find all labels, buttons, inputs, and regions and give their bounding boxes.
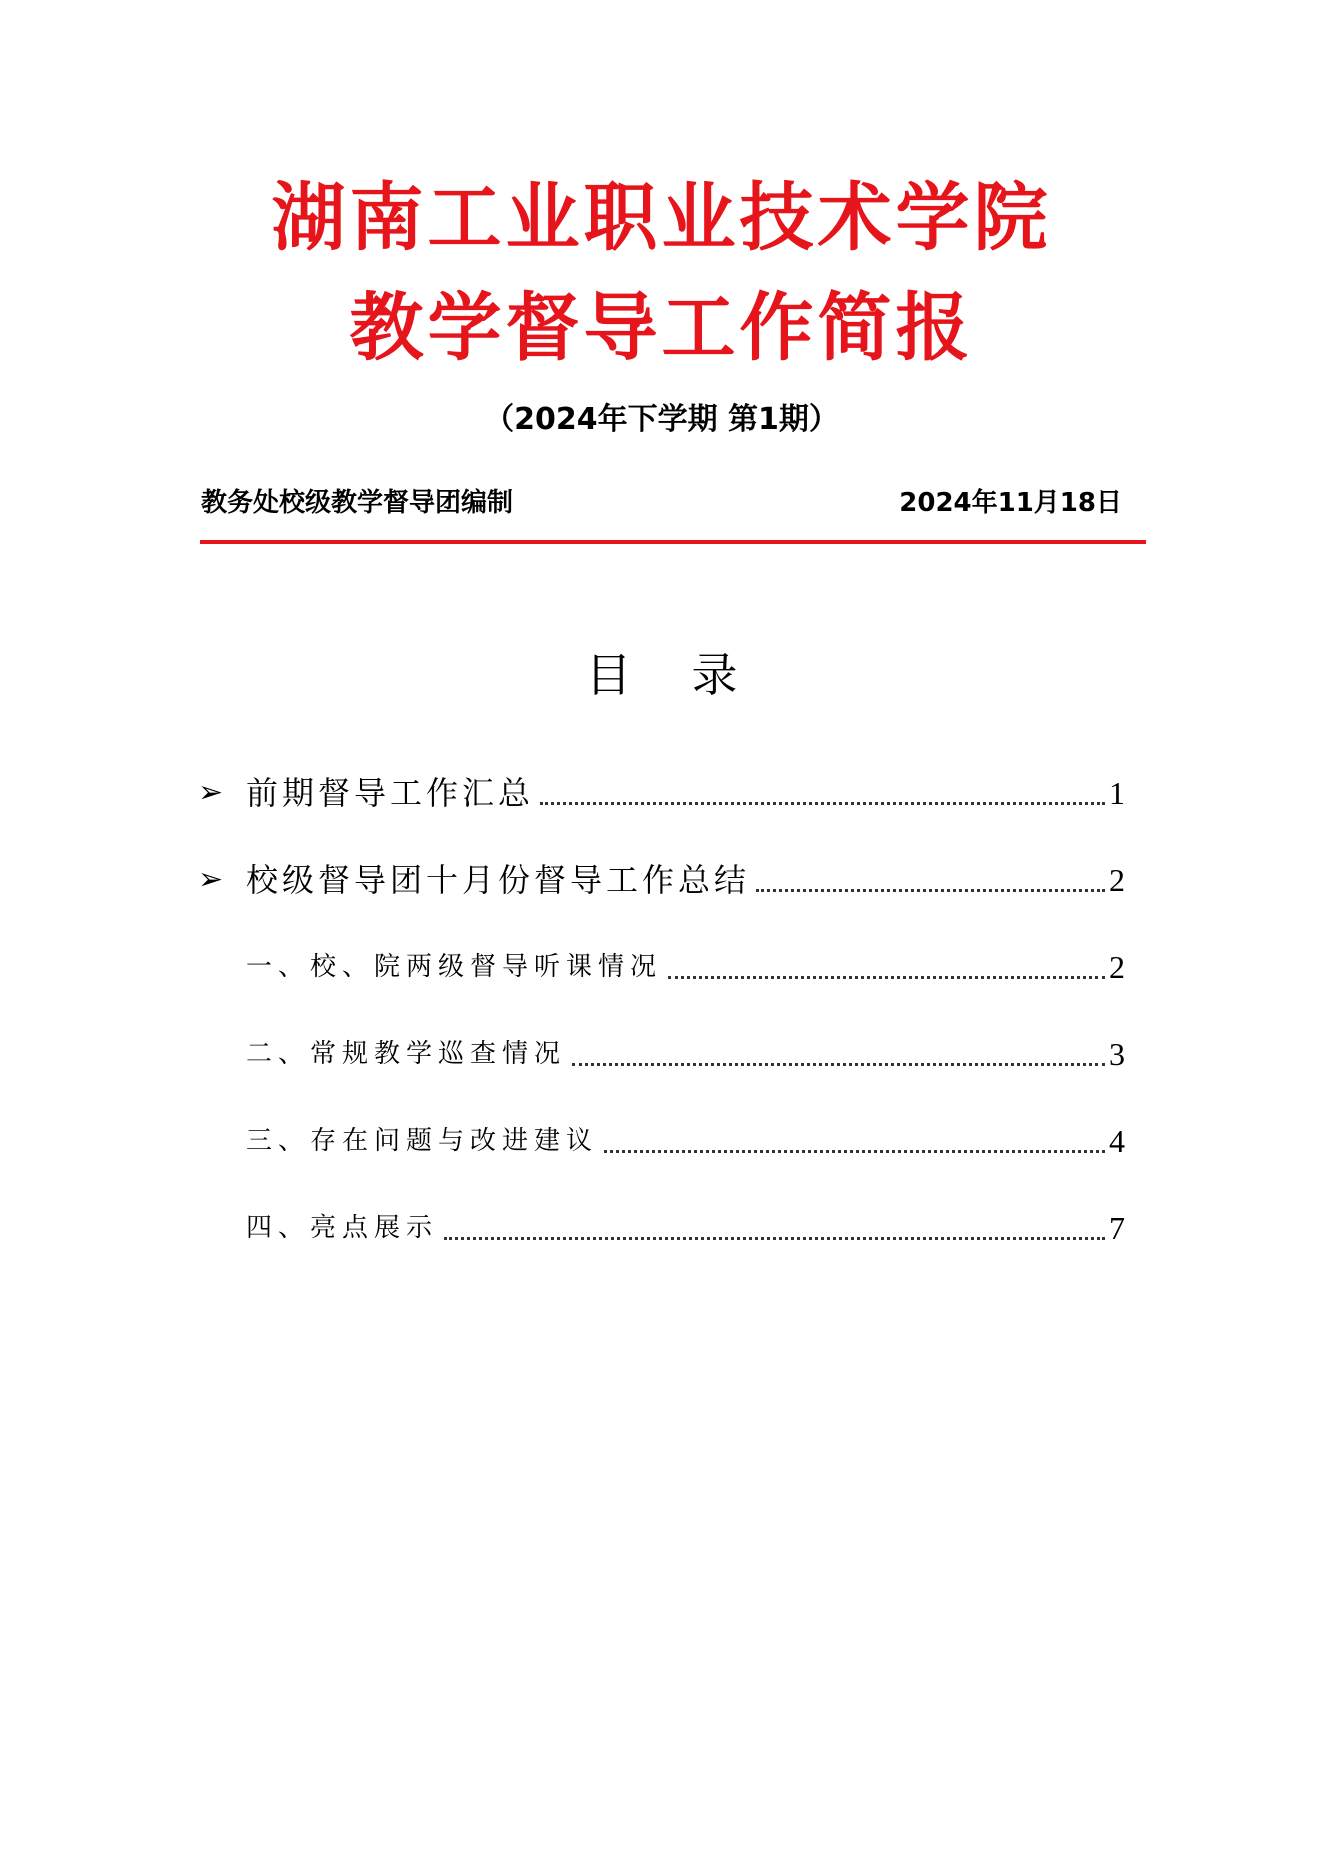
toc-entry-label: 二、常规教学巡查情况 [246, 1039, 567, 1069]
dot-leader [604, 1150, 1105, 1153]
red-divider [200, 540, 1146, 544]
toc-entry-page: 2 [1109, 949, 1125, 985]
school-name-title: 湖南工业职业技术学院 [271, 175, 1052, 261]
toc-subentry[interactable] [246, 945, 1125, 989]
dot-leader [668, 976, 1105, 979]
toc-subentry[interactable] [246, 1032, 1125, 1076]
toc-entry-label: 三、存在问题与改进建议 [246, 1126, 599, 1156]
arrow-bullet-icon: ➢ [198, 862, 224, 897]
toc-entry-label: 前期督导工作汇总 [246, 774, 535, 812]
bulletin-title: 教学督导工作简报 [349, 285, 974, 371]
toc-entry-page: 3 [1109, 1036, 1125, 1072]
toc-entry-page: 2 [1109, 862, 1125, 898]
toc-entry-label: 校级督导团十月份督导工作总结 [246, 861, 751, 899]
toc-entry[interactable] [198, 858, 1125, 902]
dot-leader [444, 1237, 1105, 1240]
publish-date: 2024年11月18日 [899, 488, 1122, 518]
editor-line: 教务处校级教学督导团编制 [201, 488, 514, 518]
toc-entry-page: 4 [1109, 1123, 1125, 1159]
toc-entry-label: 一、校、院两级督导听课情况 [246, 952, 663, 982]
dot-leader [572, 1063, 1105, 1066]
dot-leader [540, 802, 1105, 805]
toc-subentry[interactable] [246, 1206, 1125, 1250]
arrow-bullet-icon: ➢ [198, 775, 224, 810]
toc-entry[interactable] [198, 771, 1125, 815]
toc-entry-page: 7 [1109, 1210, 1125, 1246]
dot-leader [756, 889, 1105, 892]
toc-entry-label: 四、亮点展示 [246, 1213, 439, 1243]
toc-subentry[interactable] [246, 1119, 1125, 1163]
toc-entry-page: 1 [1109, 775, 1125, 811]
toc-heading: 目录 [585, 648, 798, 702]
issue-number: （2024年下学期 第1期） [484, 402, 839, 437]
